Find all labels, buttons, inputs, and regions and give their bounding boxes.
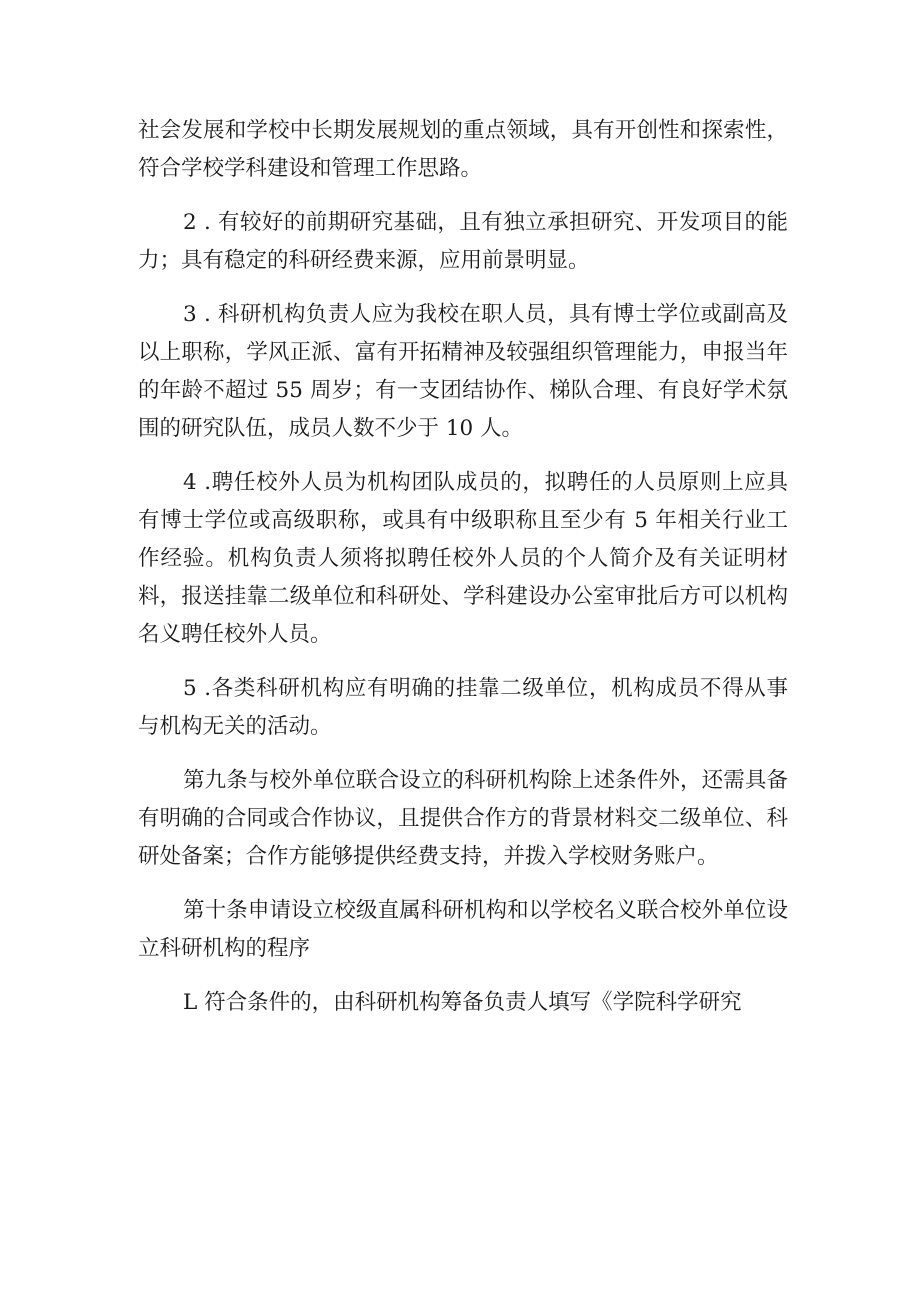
- paragraph-article-9: 第九条与校外单位联合设立的科研机构除上述条件外，还需具备有明确的合同或合作协议，且提供合作方的背景材料交二级单位、科研处备案；合作方能够提供经费支持，并拨入学校财务账户。: [138, 768, 788, 869]
- paragraph-procedure-1: L 符合条件的，由科研机构筹备负责人填写《学院科学研究: [183, 990, 742, 1015]
- paragraph-item-3: 3 . 科研机构负责人应为我校在职人员，具有博士学位或副高及以上职称，学风正派、富有开拓精神及较强组织管理能力，申报当年的年龄不超过 55 周岁；有一支团结协作、梯队合理、有良好学术氛围的研究队伍，成员人数不少于 10 人。: [138, 302, 788, 441]
- paragraph-item-5: 5 .各类科研机构应有明确的挂靠二级单位，机构成员不得从事与机构无关的活动。: [138, 676, 788, 739]
- document-body: [138, 112, 788, 1038]
- paragraph-item-4: 4 .聘任校外人员为机构团队成员的，拟聘任的人员原则上应具有博士学位或高级职称，或具有中级职称且至少有 5 年相关行业工作经验。机构负责人须将拟聘任校外人员的个人简介及有关证明材料，报送挂靠二级单位和科研处、学科建设办公室审批后方可以机构名义聘任校外人员。: [138, 470, 788, 647]
- paragraph-item-2: 2 . 有较好的前期研究基础，且有独立承担研究、开发项目的能力；具有稳定的科研经费来源，应用前景明显。: [138, 210, 788, 273]
- paragraph-continuation: 社会发展和学校中长期发展规划的重点领域，具有开创性和探索性，符合学校学科建设和管理工作思路。: [138, 118, 788, 181]
- paragraph-article-10: 第十条申请设立校级直属科研机构和以学校名义联合校外单位设立科研机构的程序: [138, 898, 788, 961]
